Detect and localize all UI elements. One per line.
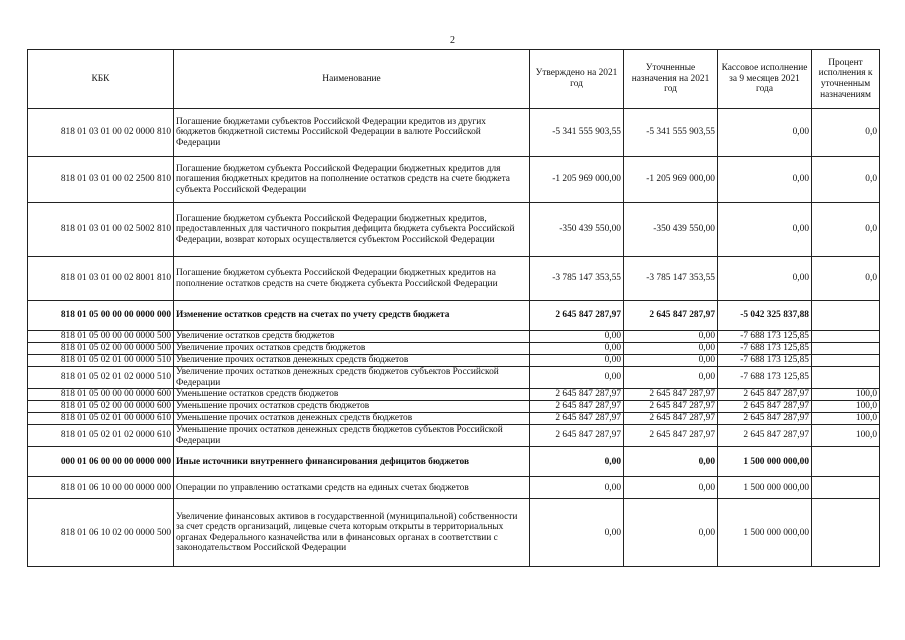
table-row bbox=[28, 157, 880, 203]
row-kbk: 818 01 05 00 00 00 0000 500 bbox=[28, 331, 174, 343]
budget-sources-table bbox=[27, 49, 880, 567]
row-kbk: 818 01 05 02 01 00 0000 610 bbox=[28, 413, 174, 425]
row-refined: 0,00 bbox=[624, 499, 718, 567]
row-approved: 2 645 847 287,97 bbox=[530, 425, 624, 447]
row-cash: 2 645 847 287,97 bbox=[718, 425, 812, 447]
row-cash: 0,00 bbox=[718, 203, 812, 257]
row-approved: 2 645 847 287,97 bbox=[530, 389, 624, 401]
row-percent: 100,0 bbox=[812, 413, 880, 425]
row-kbk: 818 01 05 02 01 00 0000 510 bbox=[28, 355, 174, 367]
row-percent: 0,0 bbox=[812, 203, 880, 257]
row-kbk: 818 01 05 02 00 00 0000 600 bbox=[28, 401, 174, 413]
row-name: Уменьшение остатков средств бюджетов bbox=[174, 389, 530, 401]
row-refined: 0,00 bbox=[624, 447, 718, 477]
row-refined: 2 645 847 287,97 bbox=[624, 425, 718, 447]
row-refined: 2 645 847 287,97 bbox=[624, 401, 718, 413]
table-row bbox=[28, 447, 880, 477]
row-cash: -7 688 173 125,85 bbox=[718, 355, 812, 367]
row-name: Увеличение прочих остатков денежных средств бюджетов субъектов Российской Федерации bbox=[174, 367, 530, 389]
row-kbk: 818 01 05 02 00 00 0000 500 bbox=[28, 343, 174, 355]
row-name: Уменьшение прочих остатков денежных средств бюджетов bbox=[174, 413, 530, 425]
row-approved: 0,00 bbox=[530, 499, 624, 567]
row-name: Операции по управлению остатками средств на единых счетах бюджетов bbox=[174, 477, 530, 499]
table-row bbox=[28, 343, 880, 355]
row-kbk: 818 01 03 01 00 02 5002 810 bbox=[28, 203, 174, 257]
row-kbk: 818 01 05 02 01 02 0000 610 bbox=[28, 425, 174, 447]
row-name: Погашение бюджетом субъекта Российской Федерации бюджетных кредитов, предоставленных для частичного покрытия дефицита бюджета субъекта Российской Федерации, возврат которых осуществляется субъектом Российской Федерации bbox=[174, 203, 530, 257]
row-refined: -350 439 550,00 bbox=[624, 203, 718, 257]
row-approved: 0,00 bbox=[530, 447, 624, 477]
row-cash: 2 645 847 287,97 bbox=[718, 401, 812, 413]
row-refined: 2 645 847 287,97 bbox=[624, 413, 718, 425]
row-percent bbox=[812, 343, 880, 355]
row-kbk: 818 01 03 01 00 02 8001 810 bbox=[28, 257, 174, 301]
row-name: Уменьшение прочих остатков средств бюджетов bbox=[174, 401, 530, 413]
row-approved: 0,00 bbox=[530, 355, 624, 367]
row-percent bbox=[812, 331, 880, 343]
row-name: Погашение бюджетами субъектов Российской Федерации кредитов из других бюджетов бюджетной системы Российской Федерации в валюте Российской Федерации bbox=[174, 109, 530, 157]
row-refined: 0,00 bbox=[624, 343, 718, 355]
row-percent: 100,0 bbox=[812, 389, 880, 401]
row-cash: 0,00 bbox=[718, 157, 812, 203]
row-kbk: 000 01 06 00 00 00 0000 000 bbox=[28, 447, 174, 477]
table-row bbox=[28, 425, 880, 447]
row-kbk: 818 01 05 02 01 02 0000 510 bbox=[28, 367, 174, 389]
row-refined: 0,00 bbox=[624, 367, 718, 389]
row-name: Иные источники внутреннего финансирования дефицитов бюджетов bbox=[174, 447, 530, 477]
row-percent bbox=[812, 367, 880, 389]
row-approved: 0,00 bbox=[530, 331, 624, 343]
row-refined: 0,00 bbox=[624, 477, 718, 499]
row-percent bbox=[812, 301, 880, 331]
table-row bbox=[28, 257, 880, 301]
row-refined: 2 645 847 287,97 bbox=[624, 301, 718, 331]
row-cash: 1 500 000 000,00 bbox=[718, 447, 812, 477]
row-name: Увеличение прочих остатков средств бюджетов bbox=[174, 343, 530, 355]
table-row bbox=[28, 355, 880, 367]
table-row bbox=[28, 477, 880, 499]
row-refined: -3 785 147 353,55 bbox=[624, 257, 718, 301]
row-approved: -350 439 550,00 bbox=[530, 203, 624, 257]
row-cash: -5 042 325 837,88 bbox=[718, 301, 812, 331]
row-percent bbox=[812, 499, 880, 567]
row-cash: 2 645 847 287,97 bbox=[718, 389, 812, 401]
table-row bbox=[28, 331, 880, 343]
row-approved: -1 205 969 000,00 bbox=[530, 157, 624, 203]
row-cash: -7 688 173 125,85 bbox=[718, 367, 812, 389]
row-percent: 100,0 bbox=[812, 425, 880, 447]
row-approved: -5 341 555 903,55 bbox=[530, 109, 624, 157]
row-refined: 0,00 bbox=[624, 331, 718, 343]
row-approved: 2 645 847 287,97 bbox=[530, 413, 624, 425]
table-row bbox=[28, 413, 880, 425]
row-percent: 0,0 bbox=[812, 157, 880, 203]
table-row bbox=[28, 499, 880, 567]
row-name: Уменьшение прочих остатков денежных средств бюджетов субъектов Российской Федерации bbox=[174, 425, 530, 447]
row-approved: 0,00 bbox=[530, 343, 624, 355]
row-refined: 2 645 847 287,97 bbox=[624, 389, 718, 401]
row-name: Увеличение остатков средств бюджетов bbox=[174, 331, 530, 343]
table-row bbox=[28, 367, 880, 389]
table-row bbox=[28, 401, 880, 413]
row-kbk: 818 01 05 00 00 00 0000 000 bbox=[28, 301, 174, 331]
row-approved: 0,00 bbox=[530, 477, 624, 499]
row-cash: 1 500 000 000,00 bbox=[718, 499, 812, 567]
row-kbk: 818 01 06 10 00 00 0000 000 bbox=[28, 477, 174, 499]
page-number: 2 bbox=[450, 35, 455, 46]
table-row bbox=[28, 389, 880, 401]
row-approved: 2 645 847 287,97 bbox=[530, 401, 624, 413]
row-approved: -3 785 147 353,55 bbox=[530, 257, 624, 301]
row-refined: -1 205 969 000,00 bbox=[624, 157, 718, 203]
row-kbk: 818 01 03 01 00 02 0000 810 bbox=[28, 109, 174, 157]
row-cash: 1 500 000 000,00 bbox=[718, 477, 812, 499]
row-percent: 0,0 bbox=[812, 109, 880, 157]
row-refined: 0,00 bbox=[624, 355, 718, 367]
row-cash: -7 688 173 125,85 bbox=[718, 343, 812, 355]
row-approved: 0,00 bbox=[530, 367, 624, 389]
row-kbk: 818 01 06 10 02 00 0000 500 bbox=[28, 499, 174, 567]
row-name: Увеличение финансовых активов в государственной (муниципальной) собственности за счет средств организаций, лицевые счета которым открыты в территориальных органах Федерального казначейства или в финансовых органах в соответствии с законодательством Российской Федерации bbox=[174, 499, 530, 567]
row-name: Погашение бюджетом субъекта Российской Федерации бюджетных кредитов на пополнение остатков средств на счете бюджета субъекта Российской Федерации bbox=[174, 257, 530, 301]
header-kbk: КБК bbox=[28, 50, 174, 109]
row-percent bbox=[812, 477, 880, 499]
row-name: Изменение остатков средств на счетах по учету средств бюджета bbox=[174, 301, 530, 331]
row-name: Погашение бюджетом субъекта Российской Федерации бюджетных кредитов для погашения бюджетных кредитов на пополнение остатков средств на счете бюджета субъекта Российской Федерации bbox=[174, 157, 530, 203]
row-cash: 2 645 847 287,97 bbox=[718, 413, 812, 425]
row-approved: 2 645 847 287,97 bbox=[530, 301, 624, 331]
row-kbk: 818 01 03 01 00 02 2500 810 bbox=[28, 157, 174, 203]
table-row bbox=[28, 109, 880, 157]
header-cash: Кассовое исполнение за 9 месяцев 2021 года bbox=[718, 50, 812, 109]
row-cash: -7 688 173 125,85 bbox=[718, 331, 812, 343]
row-cash: 0,00 bbox=[718, 257, 812, 301]
table-header-row bbox=[28, 50, 880, 109]
row-refined: -5 341 555 903,55 bbox=[624, 109, 718, 157]
row-cash: 0,00 bbox=[718, 109, 812, 157]
header-approved: Утверждено на 2021 год bbox=[530, 50, 624, 109]
header-name: Наименование bbox=[174, 50, 530, 109]
row-kbk: 818 01 05 00 00 00 0000 600 bbox=[28, 389, 174, 401]
row-percent bbox=[812, 447, 880, 477]
row-percent bbox=[812, 355, 880, 367]
header-refined: Уточненные назначения на 2021 год bbox=[624, 50, 718, 109]
table-row bbox=[28, 203, 880, 257]
row-percent: 100,0 bbox=[812, 401, 880, 413]
row-name: Увеличение прочих остатков денежных средств бюджетов bbox=[174, 355, 530, 367]
header-percent: Процент исполнения к уточненным назначениям bbox=[812, 50, 880, 109]
table-row bbox=[28, 301, 880, 331]
row-percent: 0,0 bbox=[812, 257, 880, 301]
